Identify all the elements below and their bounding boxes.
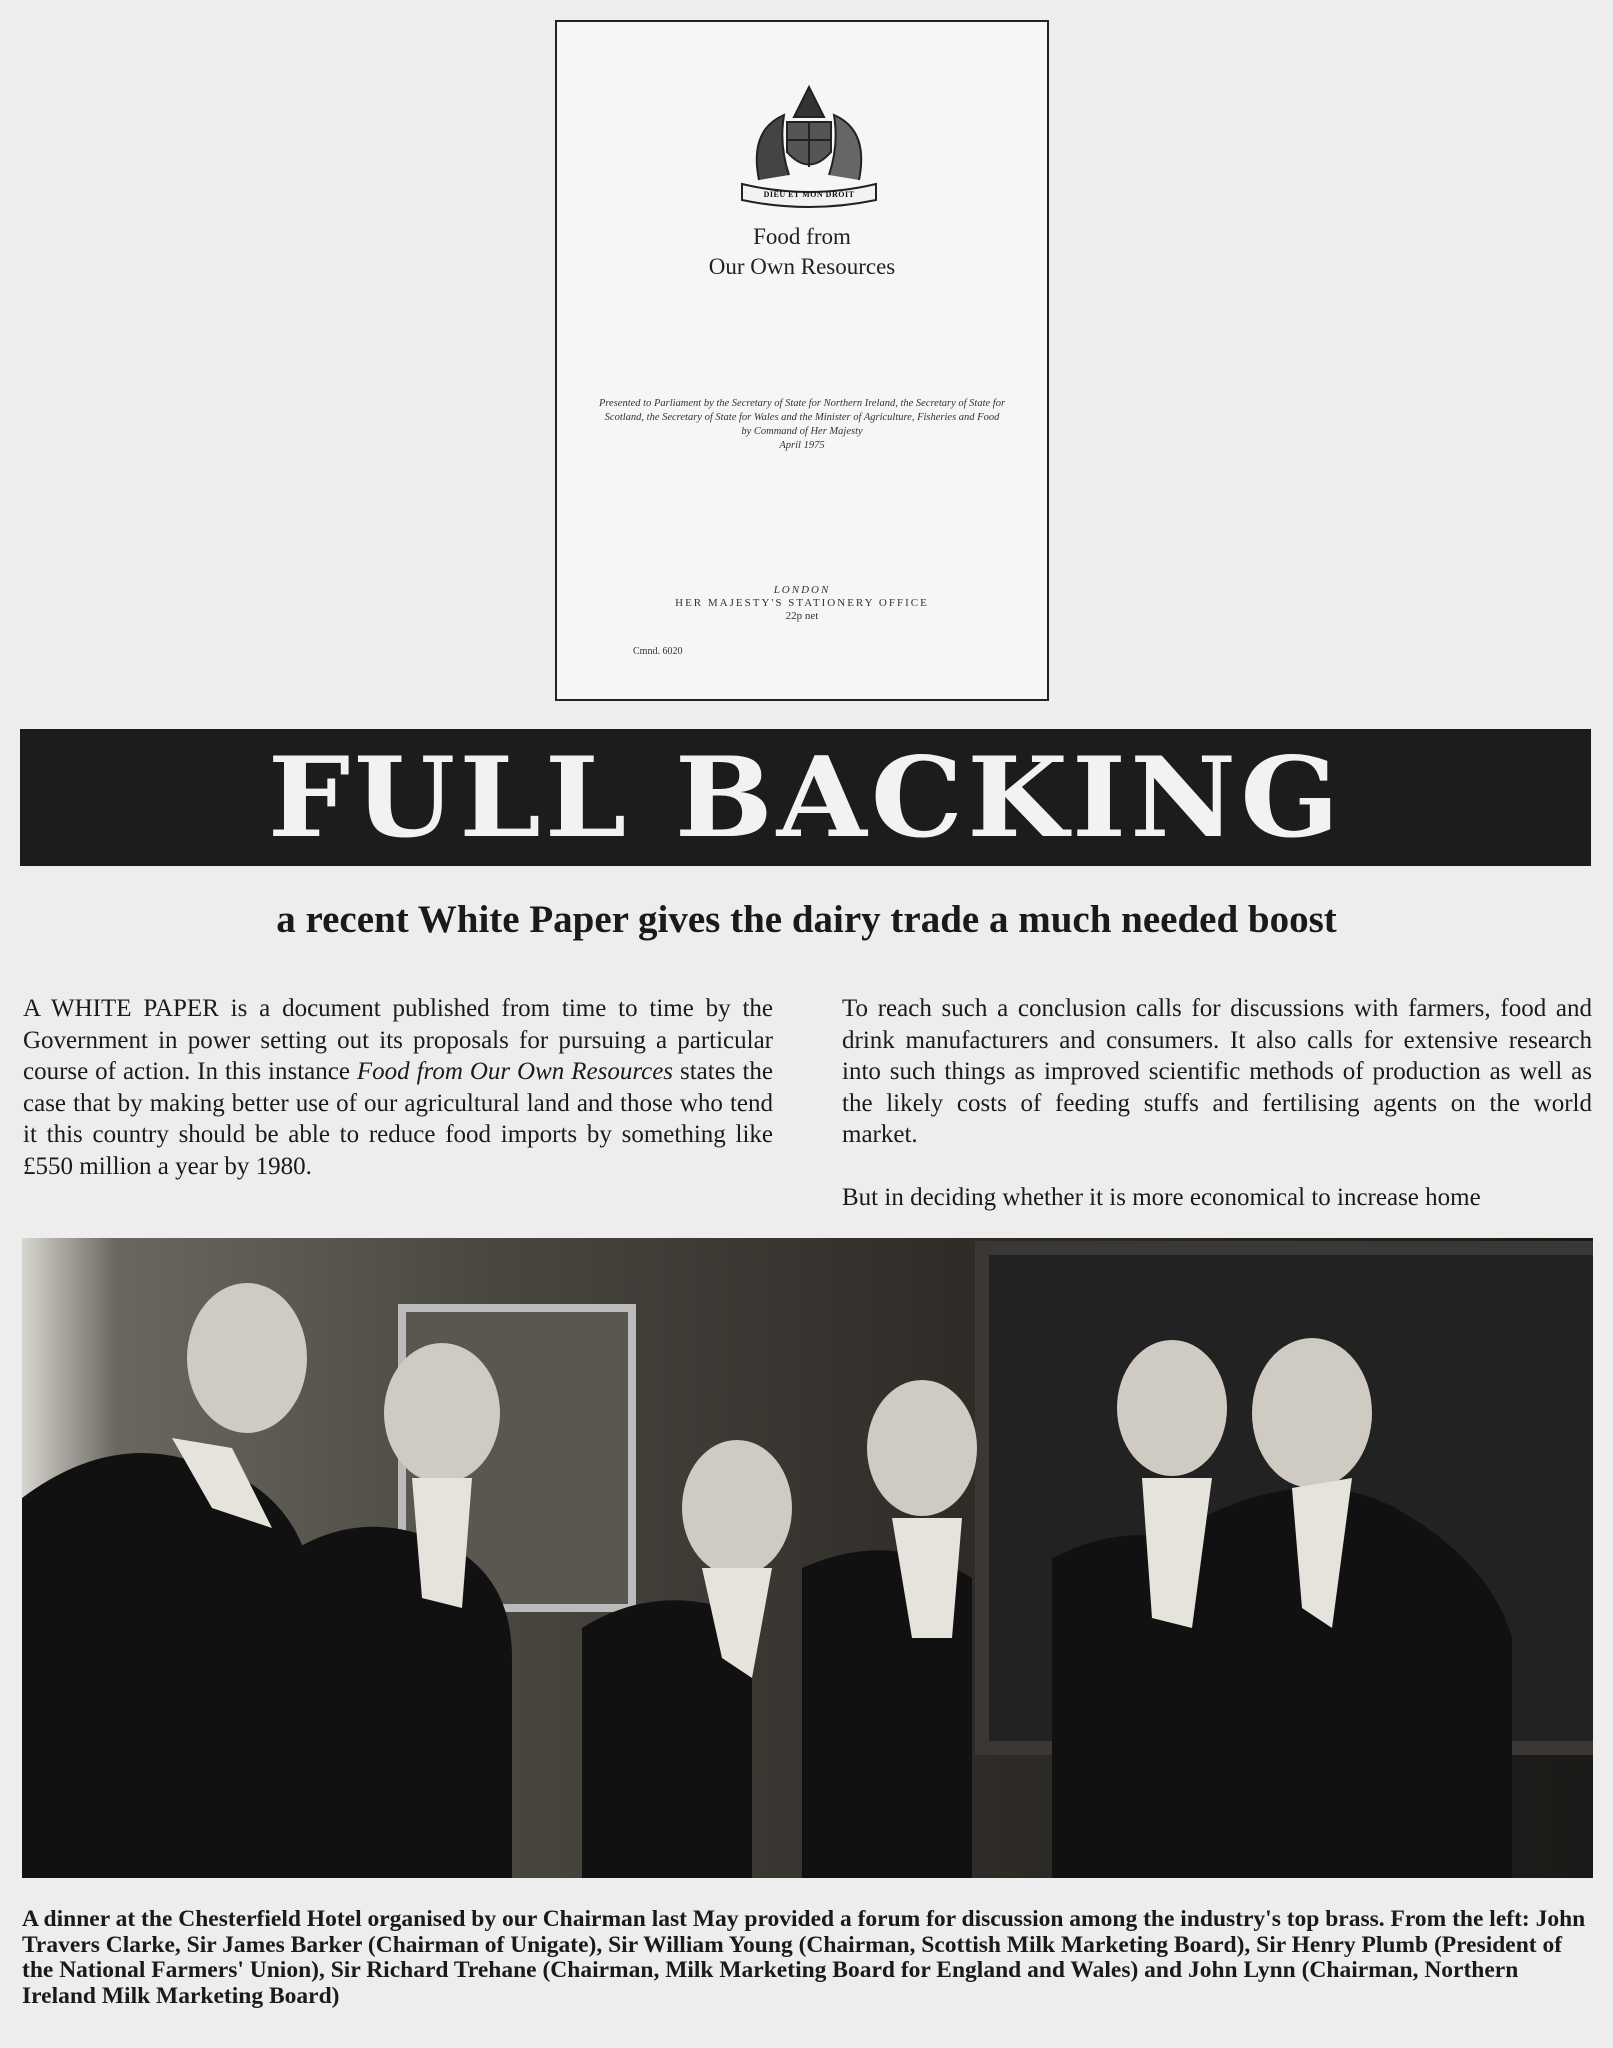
headline-banner [20,729,1591,866]
command-line: by Command of Her Majesty [741,426,863,437]
cover-title [557,222,1047,282]
date-line: April 1975 [779,440,825,451]
cover-title-line: Food from [753,224,851,249]
publication-title: Food from Our Own Resources [356,1058,674,1085]
photo-caption: A dinner at the Chesterfield Hotel organised by our Chairman last May provided a forum for discussion among the industry's top brass. From the left: John Travers Clarke, Sir James Barker (Chairman of Unigate), Sir William Young (Chairman, Scottish Milk Marketing Board), Sir Henry Plumb (President of the National Farmers' Union), Sir Richard Trehane (Chairman, Milk Marketing Board for England and Wales) and John Lynn (Chairman, Northern Ireland Milk Marketing Board) [22,1906,1586,2009]
subtitle: a recent White Paper gives the dairy trade a much needed boost [276,898,1337,941]
paragraph: To reach such a conclusion calls for discussions with farmers, food and drink manufacturers and consumers. It also calls for extensive research into such things as improved scientific methods of production as well as the likely costs of feeding stuffs and fertilising agents on the world market. [842,995,1592,1148]
paragraph: But in deciding whether it is more economical to increase home [842,1183,1481,1211]
royal-coat-of-arms-icon [734,72,884,212]
body-column-1 [23,993,773,1213]
publisher: HER MAJESTY'S STATIONERY OFFICE [675,597,929,609]
price: 22p net [785,610,819,622]
presented-text [597,397,1007,453]
cover-title-line: Our Own Resources [708,254,896,279]
text: states the case that by making better use of our agricultural land and those who tend it this country should be able to reduce food imports by something like £550 million a year by 1980. [23,1058,774,1180]
photo-illustration [22,1238,1593,1878]
white-paper-cover [555,20,1049,701]
paragraph [23,993,773,1182]
publisher-block [557,584,1047,623]
command-number: Cmnd. 6020 [633,646,683,657]
dinner-group-photo [22,1238,1593,1878]
text: A WHITE PAPER is a document published from time to time by the Government in power setting out its proposals for pursuing a particular course of action. In this instance [23,995,773,1085]
body-column-2 [842,993,1592,1244]
headline: FULL BACKING [267,732,1344,863]
city: LONDON [773,584,831,596]
crest-motto: DIEU ET MON DROIT [763,190,855,199]
presented-line: Presented to Parliament by the Secretary of State for Northern Ireland, the Secretary of State for Scotland, the Secretary of State for Wales and the Minister of Agriculture, Fisheries and Food [598,398,1006,423]
